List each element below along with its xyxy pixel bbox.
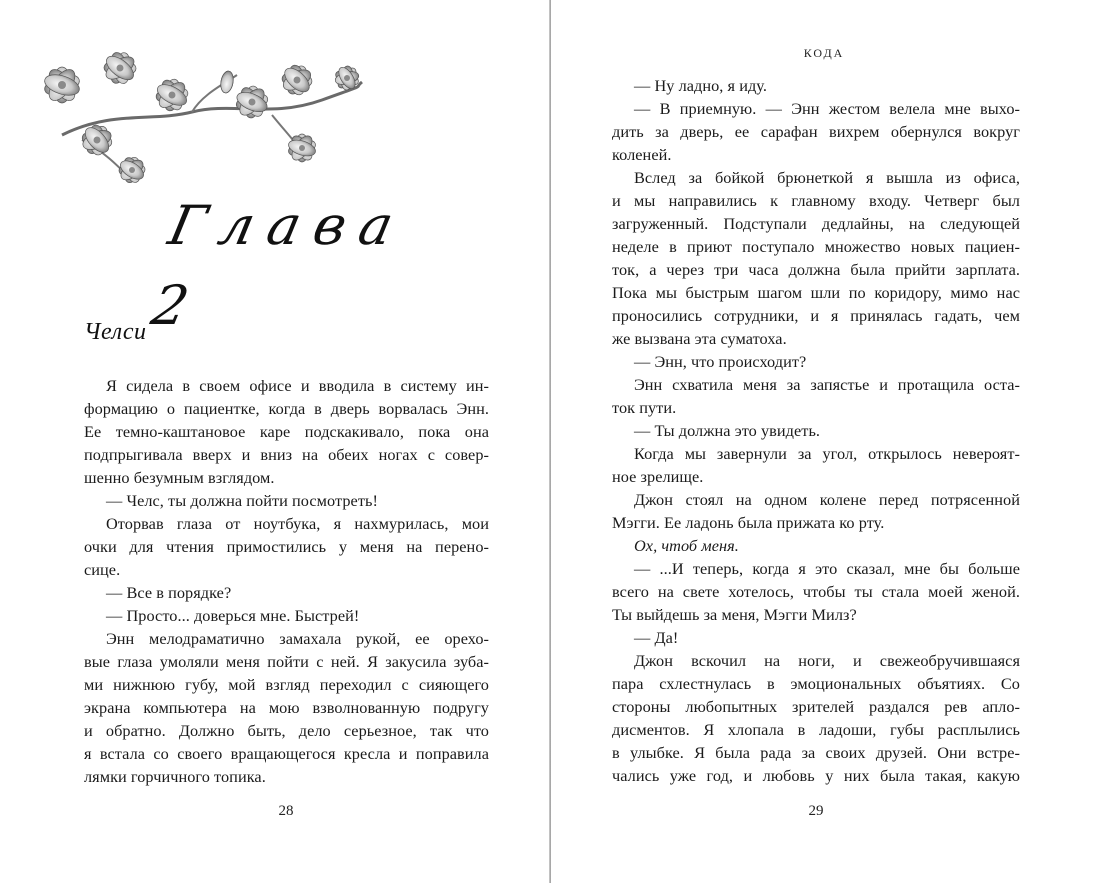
text-line: Энн мелодраматично замахала рукой, ее орехо- (106, 629, 489, 648)
text-line: Мэгги. Ее ладонь была прижата ко рту. (612, 513, 885, 532)
left-page-body-text (84, 374, 489, 788)
text-line: я встала со своего вращающегося кресла и поправила (84, 744, 489, 763)
text-line: проносились сотрудники, и я принялась гадать, чем (612, 306, 1020, 325)
text-line: подпрыгивала вверх и вниз на обеих ногах с совер- (84, 445, 489, 464)
text-line: — Ты должна это увидеть. (634, 421, 821, 440)
text-line: пара схлестнулась в эмоциональных объятиях. Со (612, 674, 1020, 693)
text-line: Энн схватила меня за запястье и протащила оста- (634, 375, 1020, 394)
text-line: Ох, чтоб меня. (634, 536, 739, 555)
text-line: шенно безумным взглядом. (84, 468, 275, 487)
text-line: дисментов. Я хлопала в ладоши, губы расплылись (612, 720, 1020, 739)
text-line: — В приемную. — Энн жестом велела мне выхо- (634, 99, 1020, 118)
text-line: Ее темно-каштановое каре подскакивало, пока она (84, 422, 489, 441)
text-line: и мы направились к главному входу. Четверг был (612, 191, 1020, 210)
text-line: чались уже год, и любовь у них была такая, какую (612, 766, 1020, 785)
chapter-title: Глава 2 (146, 194, 413, 337)
page-number-left: 28 (278, 803, 294, 819)
text-line: лямки горчичного топика. (84, 767, 266, 786)
text-line: очки для чтения примостились у меня на перено- (84, 537, 489, 556)
text-line: дить за дверь, ее сарафан вихрем обернулся вокруг (612, 122, 1020, 141)
text-line: коленей. (612, 145, 672, 164)
text-line: вые глаза умоляли меня пойти с ней. Я закусила зуба- (84, 652, 489, 671)
text-line: и обратно. Должно быть, дело серьезное, так что (84, 721, 489, 740)
text-line: Когда мы завернули за угол, открылось невероят- (634, 444, 1020, 463)
running-head: КОДА (803, 46, 845, 60)
text-line: всего на свете хотелось, чтобы ты стала моей женой. (612, 582, 1020, 601)
text-line: Оторвав глаза от ноутбука, я нахмурилась, мои (106, 514, 489, 533)
text-line: ми нижнюю губу, мой взгляд переходил с сияющего (84, 675, 489, 694)
text-line: Джон вскочил на ноги, и свежеобручившаяся (634, 651, 1020, 670)
magnolia-branch-ornament (22, 40, 367, 190)
text-line: стороны любопытных зрителей раздался рев апло- (612, 697, 1020, 716)
text-line: — Просто... доверься мне. Быстрей! (106, 606, 360, 625)
text-line: Джон стоял на одном колене перед потрясенной (634, 490, 1020, 509)
text-line: Вслед за бойкой брюнеткой я вышла из офиса, (634, 168, 1020, 187)
text-line: сице. (84, 560, 121, 579)
text-line: неделе в приют поступало множество новых пациен- (612, 237, 1020, 256)
text-line: — Все в порядке? (106, 583, 232, 602)
book-gutter (549, 0, 551, 883)
page-number-right: 29 (808, 803, 824, 819)
chapter-pov-name: Челси (84, 319, 147, 345)
text-line: — Челс, ты должна пойти посмотреть! (106, 491, 378, 510)
right-page-body-text (612, 74, 1020, 787)
text-line: ное зрелище. (612, 467, 704, 486)
text-line: ток, а через три часа должна была прийти зарплата. (612, 260, 1020, 279)
text-line: — Да! (634, 628, 679, 647)
text-line: — Ну ладно, я иду. (634, 76, 767, 95)
text-line: ток пути. (612, 398, 677, 417)
text-line: Ты выйдешь за меня, Мэгги Милз? (612, 605, 857, 624)
text-line: загруженный. Подступали дедлайны, на следующей (612, 214, 1020, 233)
text-line: Пока мы быстрым шагом шли по коридору, мимо нас (612, 283, 1020, 302)
text-line: — Энн, что происходит? (634, 352, 807, 371)
text-line: — ...И теперь, когда я это сказал, мне бы больше (634, 559, 1020, 578)
text-line: формацию о пациентке, когда в дверь ворвалась Энн. (84, 399, 489, 418)
text-line: же вызвана эта суматоха. (612, 329, 787, 348)
text-line: экрана компьютера на мою взволнованную подругу (84, 698, 489, 717)
text-line: в улыбке. Я была рада за своих друзей. Они встре- (612, 743, 1020, 762)
text-line: Я сидела в своем офисе и вводила в систему ин- (106, 376, 489, 395)
